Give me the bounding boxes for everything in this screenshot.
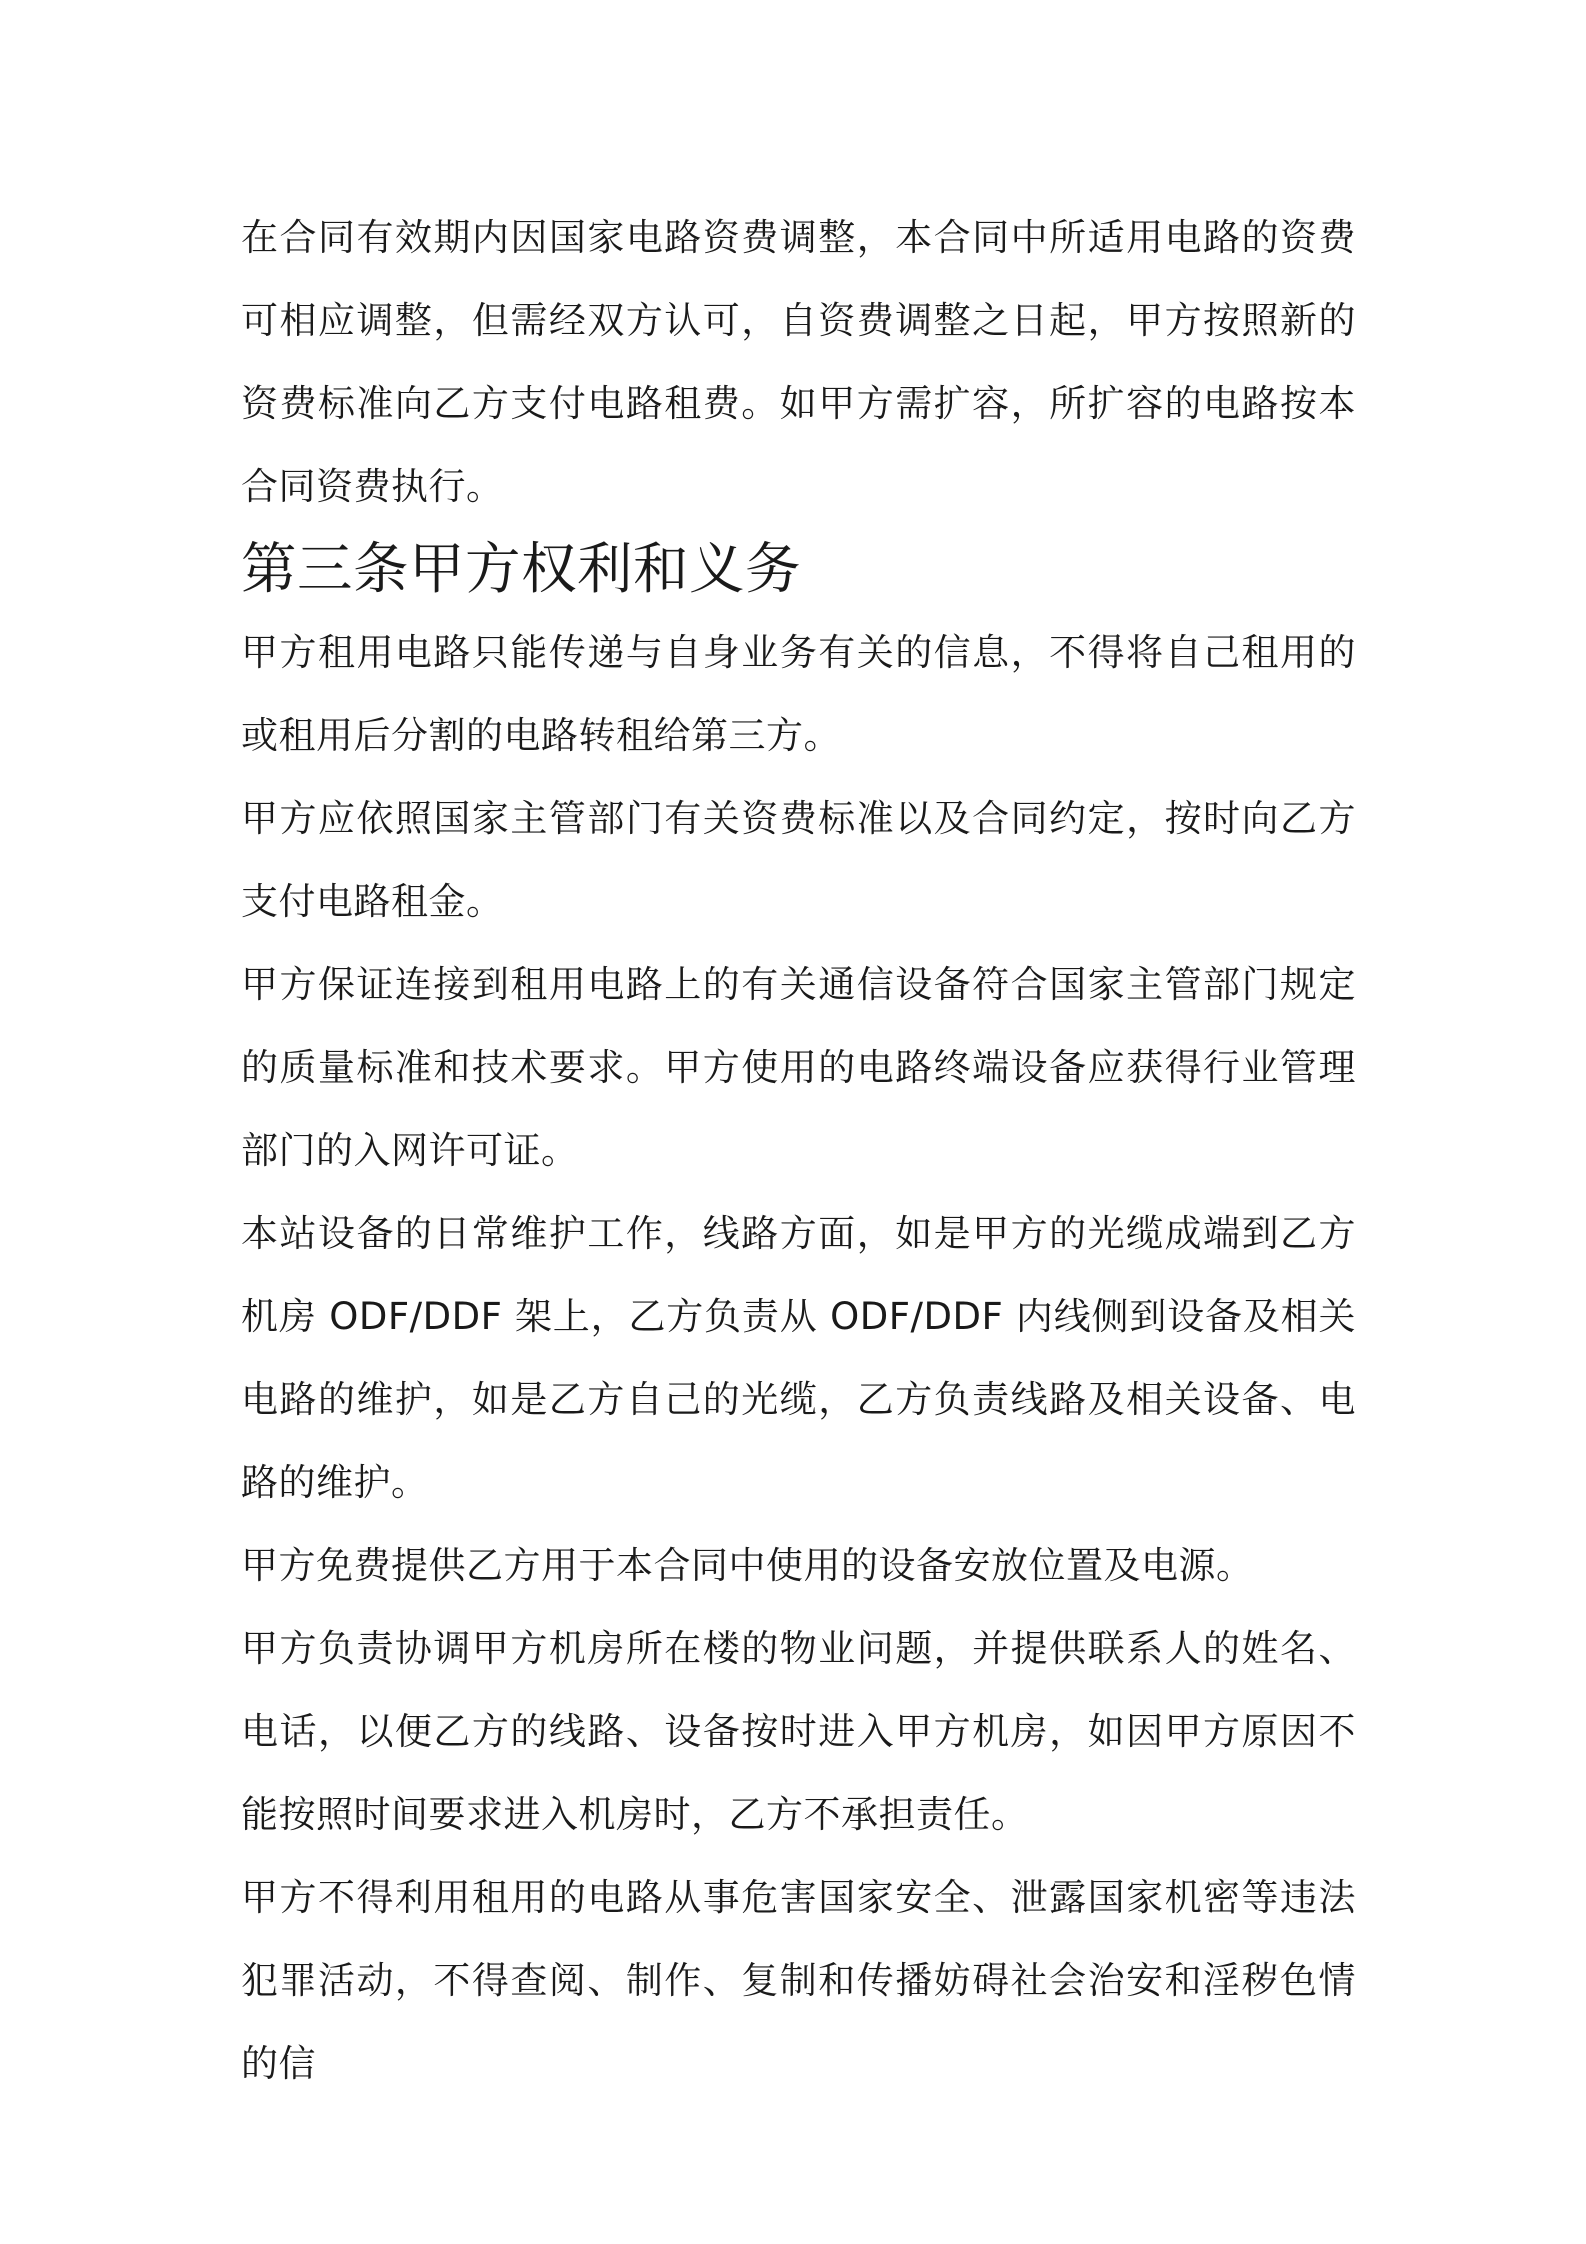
paragraph-space-and-power: 甲方免费提供乙方用于本合同中使用的设备安放位置及电源。 <box>241 1544 1254 1587</box>
paragraph-tariff-adjustment: 在合同有效期内因国家电路资费调整，本合同中所适用电路的资费可相应调整，但需经双方认可，自资费调整之日起，甲方按照新的资费标准向乙方支付电路租费。如甲方需扩容，所扩容的电路按本合同资费执行。 <box>241 216 1356 508</box>
paragraph-legal-use: 甲方不得利用租用的电路从事危害国家安全、泄露国家机密等违法犯罪活动，不得查阅、制作、复制和传播妨碍社会治安和淫秽色情的信 <box>241 1876 1356 2085</box>
section-heading: 第三条甲方权利和义务 <box>241 537 802 602</box>
paragraph-no-sublease: 甲方租用电路只能传递与自身业务有关的信息，不得将自己租用的或租用后分割的电路转租给第三方。 <box>241 631 1356 757</box>
paragraph-property-coordination: 甲方负责协调甲方机房所在楼的物业问题，并提供联系人的姓名、电话，以便乙方的线路、设备按时进入甲方机房，如因甲方原因不能按照时间要求进入机房时，乙方不承担责任。 <box>241 1627 1356 1836</box>
paragraph-maintenance: 本站设备的日常维护工作，线路方面，如是甲方的光缆成端到乙方机房 ODF/DDF 架上，乙方负责从 ODF/DDF 内线侧到设备及相关电路的维护，如是乙方自己的光缆，乙方负责线路及相关设备、电路的维护。 <box>241 1212 1356 1504</box>
document-body <box>241 196 1356 2105</box>
paragraph-equipment-standards: 甲方保证连接到租用电路上的有关通信设备符合国家主管部门规定的质量标准和技术要求。甲方使用的电路终端设备应获得行业管理部门的入网许可证。 <box>241 963 1356 1172</box>
paragraph-rent-payment: 甲方应依照国家主管部门有关资费标准以及合同约定，按时向乙方支付电路租金。 <box>241 797 1356 923</box>
